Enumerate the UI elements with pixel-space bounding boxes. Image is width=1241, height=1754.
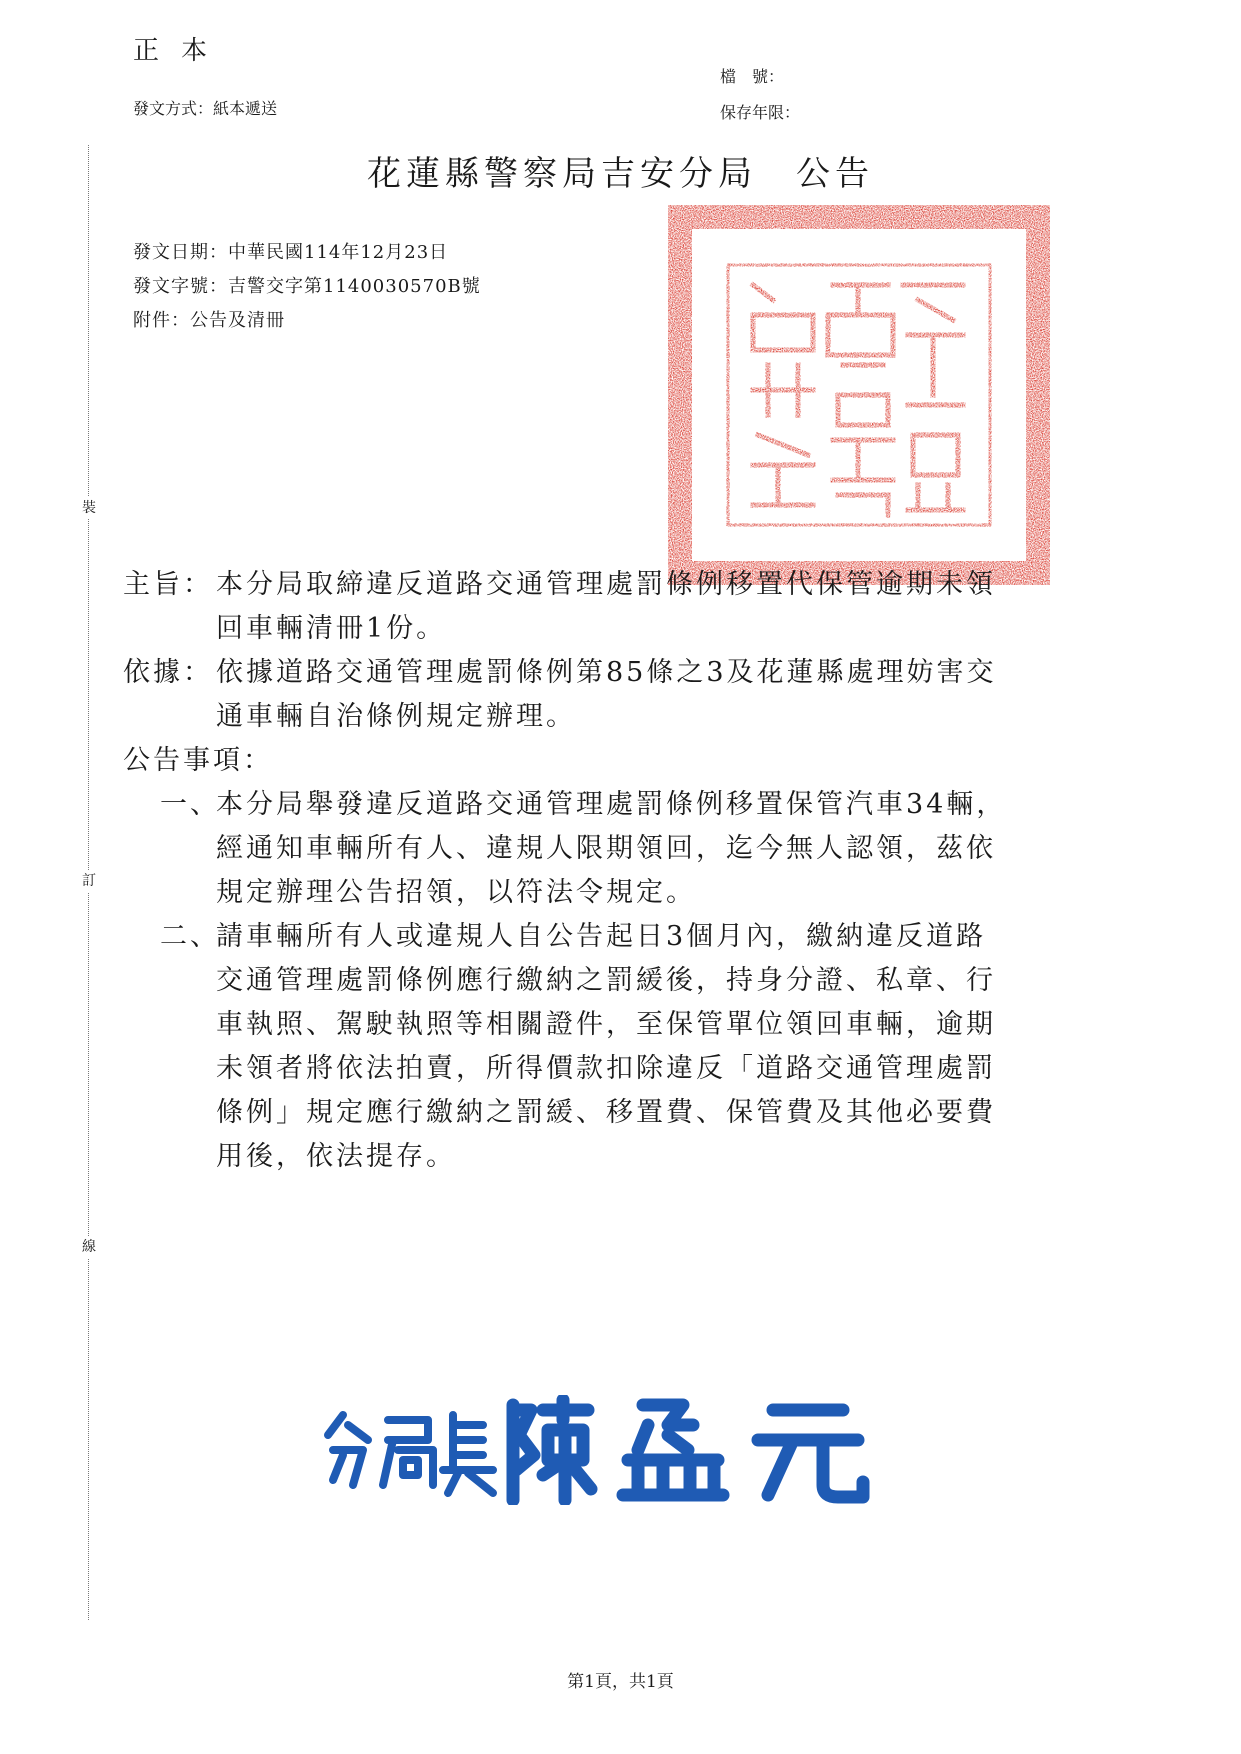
basis-line-1: 依據道路交通管理處罰條例第85條之3及花蓮縣處理妨害交 <box>216 657 997 688</box>
basis-label: 依據： <box>123 657 213 688</box>
item-2-line-1: 請車輛所有人或違規人自公告起日3個月內，繳納違反道路 <box>216 921 987 952</box>
item-1-line-3: 規定辦理公告招領，以符法令規定。 <box>216 877 696 908</box>
item-2-marker: 二、 <box>160 921 220 952</box>
retention-period-label: 保存年限： <box>720 103 801 122</box>
subject-line-1: 本分局取締違反道路交通管理處罰條例移置代保管逾期未領 <box>216 569 996 600</box>
attachment: 附件：公告及清冊 <box>133 310 285 331</box>
items-heading: 公告事項： <box>123 745 273 776</box>
copy-label: 正本 <box>133 36 230 66</box>
item-1-line-1: 本分局舉發違反道路交通管理處罰條例移置保管汽車34輛， <box>216 789 1007 820</box>
issue-date: 發文日期：中華民國114年12月23日 <box>133 242 449 263</box>
item-2-line-5: 條例」規定應行繳納之罰緩、移置費、保管費及其他必要費 <box>216 1097 996 1128</box>
basis-line-2: 通車輛自治條例規定辦理。 <box>216 701 576 732</box>
item-1-line-2: 經通知車輛所有人、違規人限期領回，迄今無人認領，茲依 <box>216 833 996 864</box>
document-number: 發文字號：吉警交字第1140030570B號 <box>133 276 481 297</box>
item-2-line-2: 交通管理處罰條例應行繳納之罰緩後，持身分證、私章、行 <box>216 965 996 996</box>
send-method: 發文方式：紙本遞送 <box>133 99 278 118</box>
binding-mark-xian: 線 <box>78 1236 100 1258</box>
signature-stroke-chen <box>513 1400 591 1500</box>
document-title: 花蓮縣警察局吉安分局 公告 <box>367 154 874 194</box>
signature-stroke-ju <box>383 1420 433 1485</box>
subject-line-2: 回車輛清冊1份。 <box>216 613 447 644</box>
subject-label: 主旨： <box>123 569 213 600</box>
binding-mark-ding: 訂 <box>78 870 100 892</box>
file-number-label: 檔 號： <box>720 67 785 86</box>
signature-stroke-fen <box>328 1415 368 1485</box>
item-2-line-6: 用後，依法提存。 <box>216 1141 456 1172</box>
item-1-marker: 一、 <box>160 789 220 820</box>
signature-stroke-ying <box>623 1405 723 1495</box>
item-2-line-3: 車執照、駕駛執照等相關證件，至保管單位領回車輛，逾期 <box>216 1009 996 1040</box>
page-number: 第1頁，共1頁 <box>567 1672 674 1692</box>
item-2-line-4: 未領者將依法拍賣，所得價款扣除違反「道路交通管理處罰 <box>216 1053 996 1084</box>
chief-signature <box>318 1395 918 1505</box>
seal-glyph-group <box>753 285 963 515</box>
official-seal <box>668 205 1050 585</box>
signature-stroke-yuan <box>758 1410 863 1497</box>
signature-stroke-zhang <box>443 1415 493 1493</box>
binding-mark-zhuang: 裝 <box>78 497 100 519</box>
